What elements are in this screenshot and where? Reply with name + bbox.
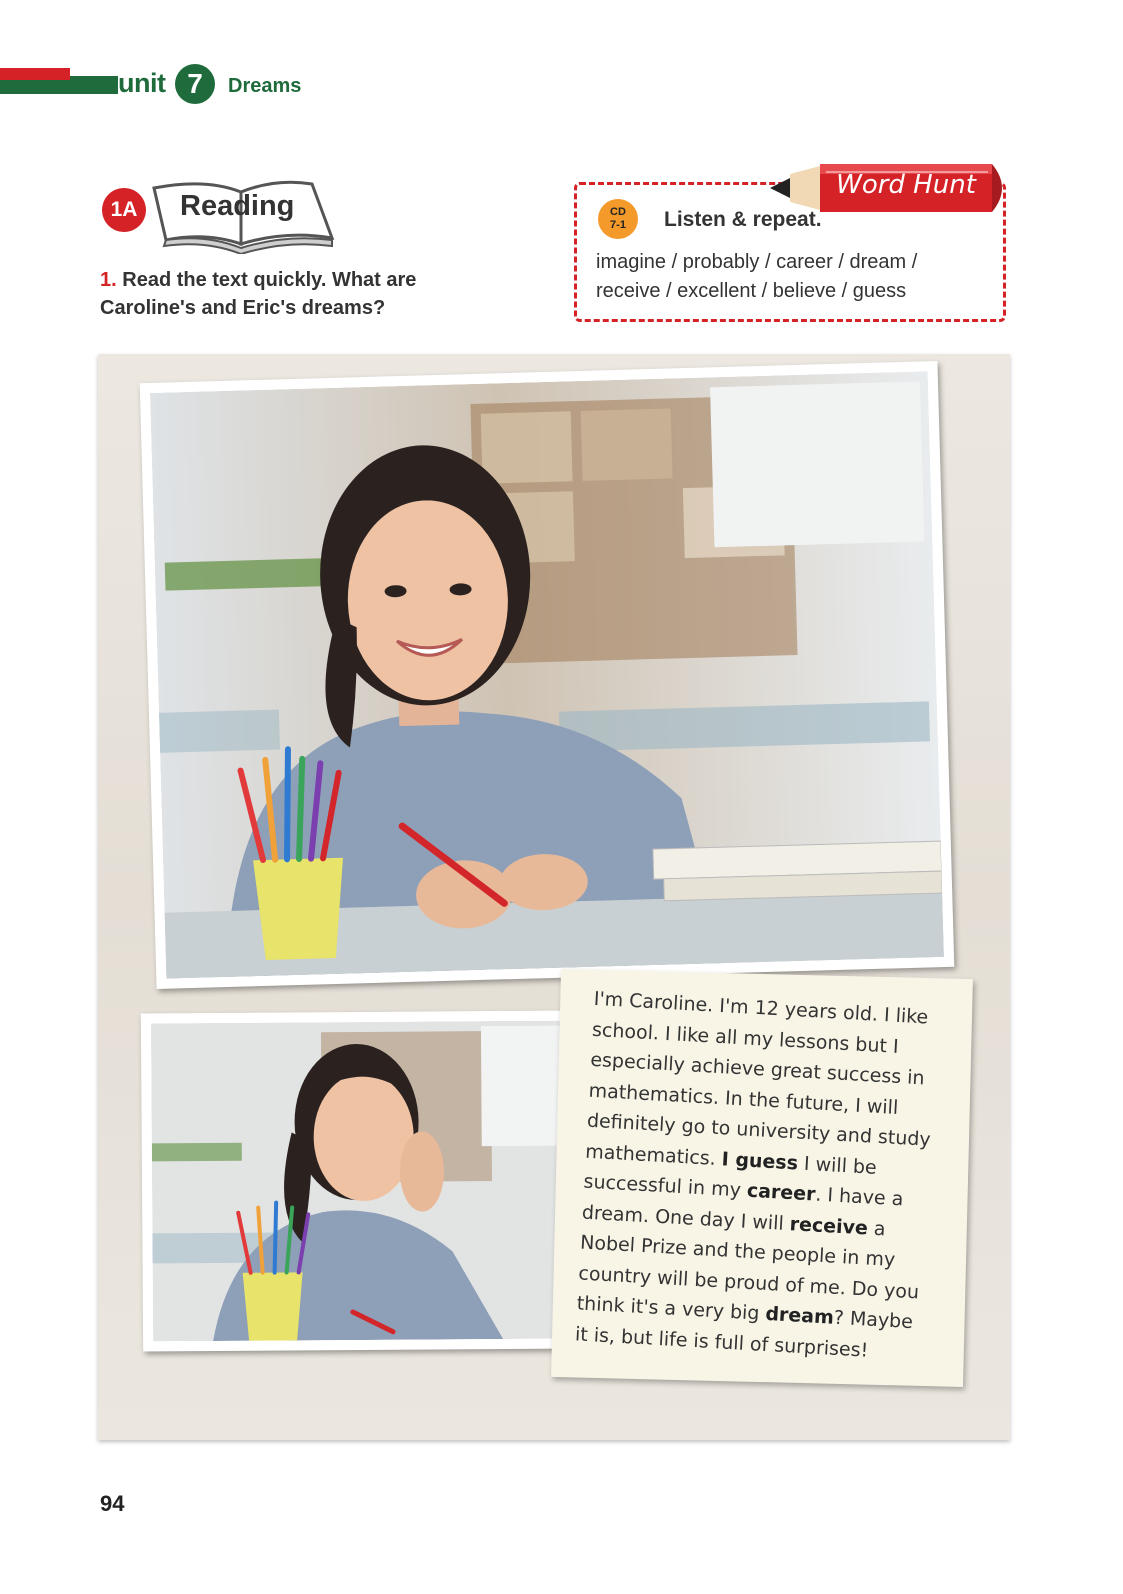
section-badge: 1A: [102, 188, 146, 232]
section-title: Reading: [180, 190, 295, 222]
reading-text: [574, 984, 942, 1369]
word-list-line-1: imagine / probably / career / dream /: [596, 251, 918, 273]
dreaming-photo-image: [151, 1021, 563, 1342]
main-photo: [140, 361, 955, 989]
text-segment: . I have a dream. One day I will: [581, 1183, 904, 1235]
listen-instruction: Listen & repeat.: [664, 208, 822, 231]
reading-text-card: [551, 969, 973, 1387]
word-list-line-2: receive / excellent / believe / guess: [596, 280, 907, 302]
word-hunt-label: Word Hunt: [836, 170, 976, 200]
text-segment: a Nobel Prize and the people in my country will be proud of me. Do you think it's a very big: [576, 1217, 920, 1325]
vocabulary-word: receive: [789, 1212, 869, 1239]
word-list: [596, 248, 996, 306]
unit-title: Dreams: [228, 75, 302, 97]
vocabulary-word: dream: [764, 1302, 835, 1329]
vocabulary-word: career: [746, 1179, 817, 1206]
text-segment: I'm Caroline. I'm 12 years old. I like school. I like all my lessons but I especially achieve great success in mathematics. In the future, I will definitely go to university and study mathematics.: [584, 987, 932, 1170]
dreaming-photo: [141, 1011, 573, 1352]
exercise-number: 1.: [100, 269, 117, 291]
unit-number: 7: [175, 64, 215, 104]
girl-writing-illustration: [150, 371, 944, 978]
exercise-prompt: [100, 266, 480, 322]
text-segment: I will be successful in my: [583, 1151, 878, 1202]
girl-thinking-illustration: [151, 1021, 563, 1342]
header-green-bar: [0, 80, 118, 94]
main-photo-image: [150, 371, 944, 978]
page-number: 94: [100, 1491, 125, 1516]
exercise-text: Read the text quickly. What are Caroline's and Eric's dreams?: [100, 269, 417, 319]
vocabulary-word: I guess: [721, 1147, 799, 1174]
cd-icon[interactable]: [598, 199, 638, 239]
unit-header: [0, 62, 320, 106]
cd-track: 7-1: [610, 219, 626, 231]
header-red-bar: [0, 68, 70, 80]
unit-label: unit: [118, 68, 166, 98]
text-segment: ? Maybe it is, but life is full of surprises!: [574, 1306, 914, 1362]
cd-label: CD: [610, 206, 626, 218]
